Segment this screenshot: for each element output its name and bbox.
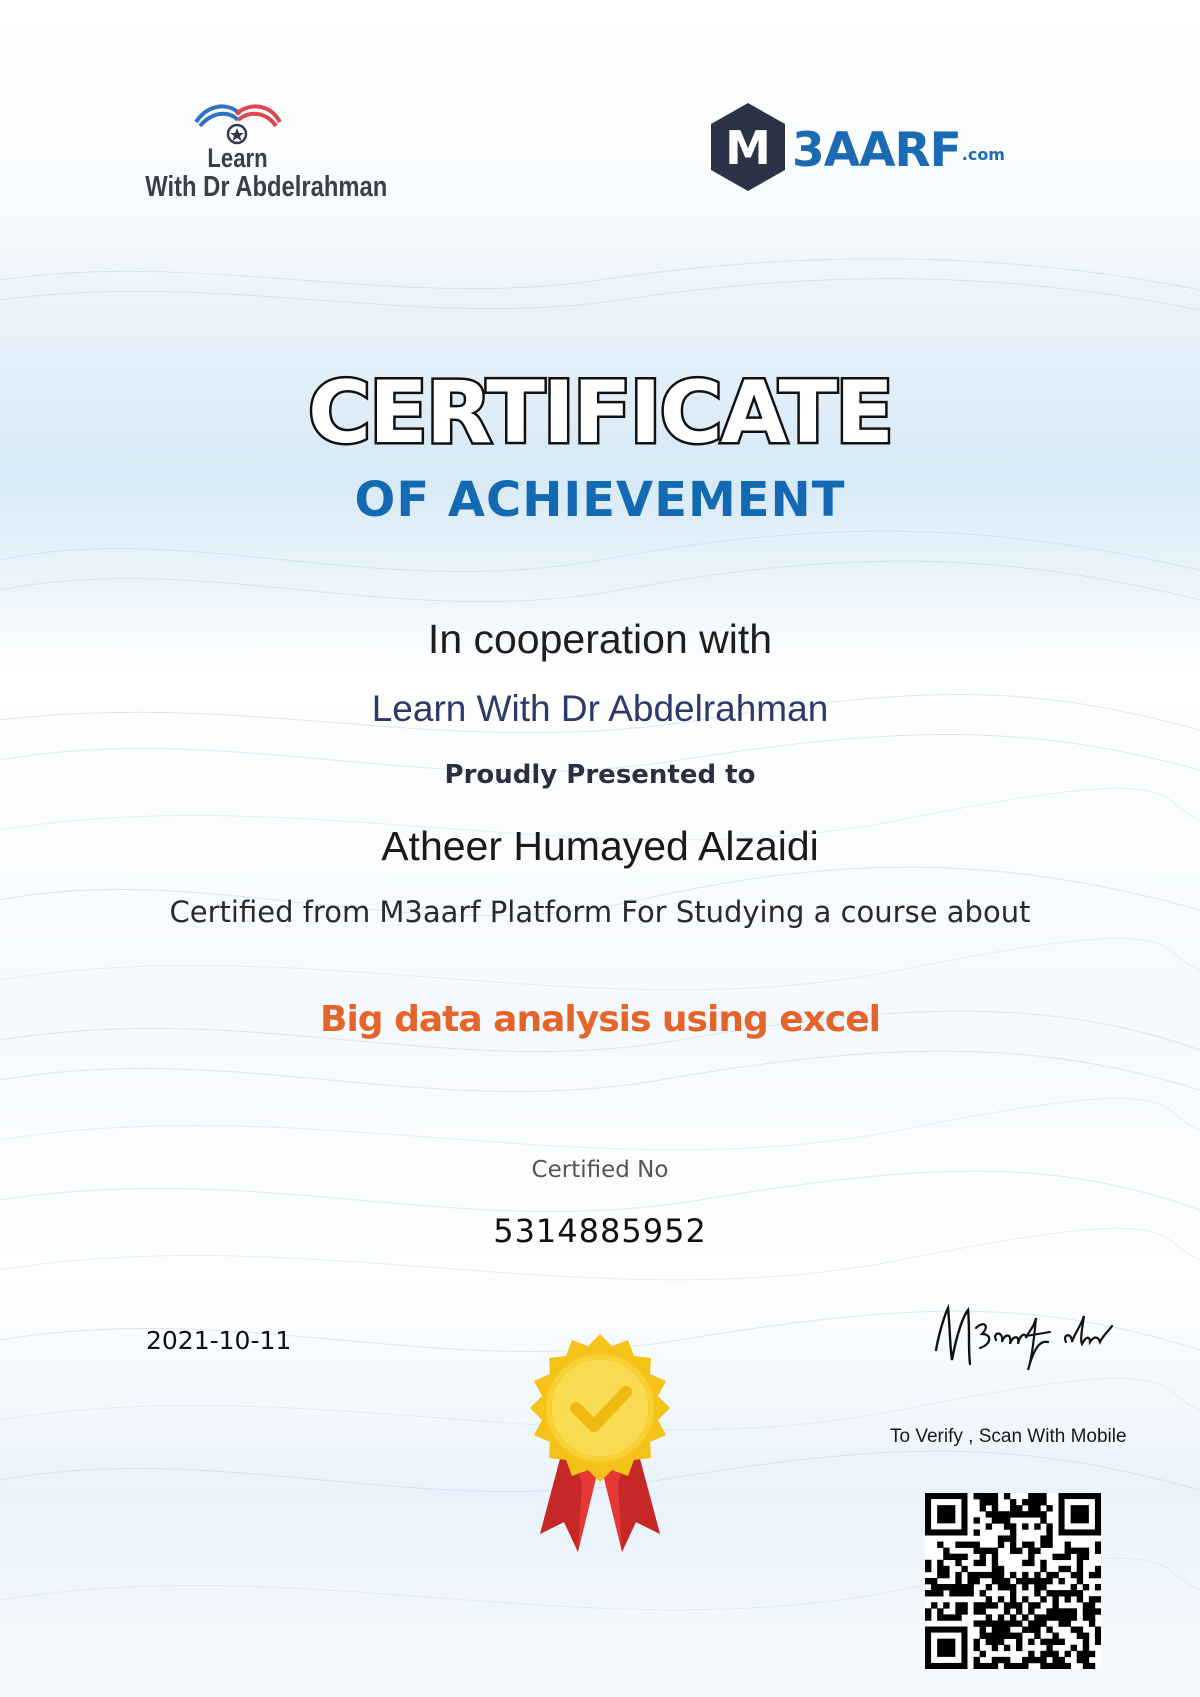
course-name: Big data analysis using excel [320, 999, 880, 1040]
certification-statement: Certified from M3aarf Platform For Studying a course about [169, 895, 1031, 929]
recipient-name: Atheer Humayed Alzaidi [381, 823, 819, 869]
left-logo-line-1: Learn [207, 143, 268, 173]
qr-code-icon[interactable] [925, 1493, 1101, 1669]
certificate-number: 5314885952 [493, 1212, 707, 1250]
m-hexagon-logo-icon [708, 101, 788, 193]
gold-seal-badge-icon [520, 1334, 680, 1568]
title-text: CERTIFICATE [307, 363, 893, 460]
logo-mark-letter: M [725, 121, 771, 175]
verify-instruction: To Verify , Scan With Mobile [890, 1426, 1127, 1447]
signature [930, 1298, 1115, 1382]
left-logo-line-2: With Dr Abdelrahman [145, 171, 388, 204]
cooperation-label: In cooperation with [427, 616, 773, 662]
certificate-title [0, 360, 1200, 460]
issue-date: 2021-10-11 [146, 1326, 292, 1355]
flag-swoosh-logo-icon [190, 100, 286, 146]
logo-brand-name: 3AARF [792, 122, 961, 178]
presented-label: Proudly Presented to [444, 760, 756, 790]
partner-name: Learn With Dr Abdelrahman [371, 688, 829, 729]
learn-with-dr-abdelrahman-logo [125, 100, 388, 212]
certificate-number-label: Certified No [531, 1157, 669, 1183]
certificate-subtitle: OF ACHIEVEMENT [354, 472, 846, 528]
logo-brand-suffix: .com [961, 145, 1005, 164]
m3aarf-logo [708, 100, 1005, 194]
